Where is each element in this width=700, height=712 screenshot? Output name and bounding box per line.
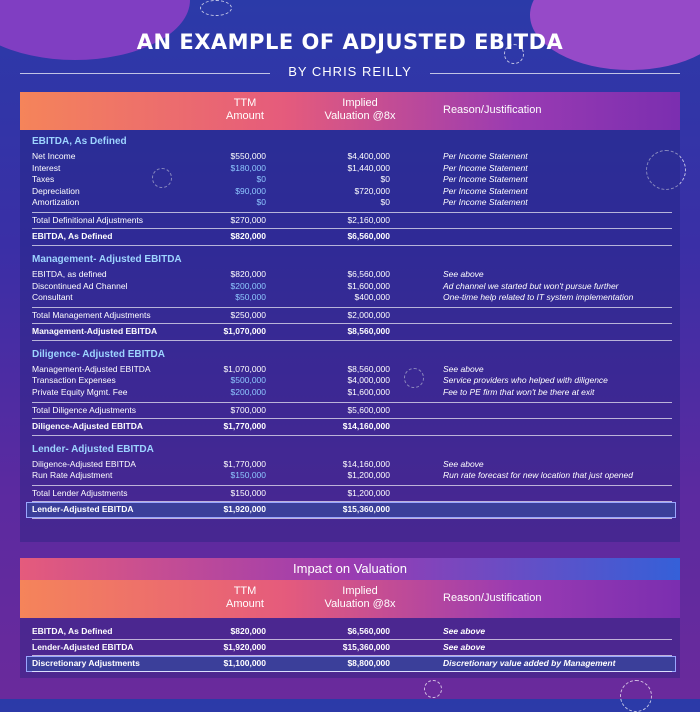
row-valuation: $2,160,000 [347,215,390,225]
row-valuation: $6,560,000 [347,269,390,279]
row-valuation: $720,000 [354,185,390,196]
row-reason: See above [443,642,486,652]
row-amount: $1,070,000 [223,363,266,374]
impact-row [20,658,680,670]
section-title: Management- Adjusted EBITDA [32,254,182,265]
row-amount: $0 [256,174,266,185]
divider [32,671,672,672]
row-label: Transaction Expenses [32,375,116,386]
row-label: Total Lender Adjustments [32,487,128,498]
row-label: Total Diligence Adjustments [32,404,136,415]
section-title: EBITDA, As Defined [32,136,127,147]
row-label: Private Equity Mgmt. Fee [32,387,128,397]
row-reason: Per Income Statement [443,197,528,208]
row-label: Interest [32,162,61,173]
result-row [20,231,680,243]
table-row [20,375,680,387]
section-title: Diligence- Adjusted EBITDA [32,348,165,360]
row-amount: $1,770,000 [223,458,266,469]
row-amount: $550,000 [230,151,266,161]
table-row [20,151,680,163]
table-row [20,163,680,175]
divider [32,307,672,308]
row-amount: $500,000 [230,375,266,386]
result-row [20,504,680,516]
row-amount: $1,070,000 [223,325,266,336]
divider [32,245,672,246]
total-row [20,405,680,417]
table-row [20,292,680,304]
row-valuation: $2,000,000 [347,309,390,320]
row-amount: $200,000 [230,280,266,291]
row-valuation: $15,360,000 [342,642,390,652]
row-amount: $1,920,000 [223,503,266,514]
impact-col-amount-header: TTM Amount [226,585,264,610]
row-valuation: $1,600,000 [347,280,390,291]
row-reason: See above [443,269,484,279]
row-reason: Fee to PE firm that won't be there at exit [443,387,595,397]
divider [32,323,672,324]
row-reason: Per Income Statement [443,151,528,161]
row-label: Run Rate Adjustment [32,470,113,481]
row-amount: $270,000 [230,215,266,225]
row-label: Diligence-Adjusted EBITDA [32,458,136,469]
divider [32,228,672,229]
row-reason: Per Income Statement [443,174,528,185]
row-valuation: $6,560,000 [347,626,390,636]
row-valuation: $5,600,000 [347,404,390,415]
row-reason: See above [443,363,484,374]
impact-row [20,642,680,654]
table-row [20,174,680,186]
row-label: Net Income [32,151,76,161]
row-reason: One-time help related to IT system implementation [443,292,634,303]
row-label: Consultant [32,292,73,303]
row-valuation: $8,800,000 [347,658,390,668]
col-amount-header: TTM Amount [226,97,264,122]
row-amount: $1,920,000 [223,642,266,652]
row-valuation: $6,560,000 [347,231,390,241]
row-valuation: $4,000,000 [347,375,390,386]
row-label: EBITDA, As Defined [32,626,113,636]
byline-divider-right [430,73,680,74]
decorative-ring [620,680,652,712]
page-title: AN EXAMPLE OF ADJUSTED EBITDA [136,30,564,54]
row-valuation: $8,560,000 [347,363,390,374]
row-reason: Service providers who helped with diligence [443,375,608,386]
table-row [20,197,680,209]
divider [32,518,672,519]
row-valuation: $1,200,000 [347,470,390,481]
result-row [20,326,680,338]
row-label: Lender-Adjusted EBITDA [32,642,134,652]
row-label: EBITDA, as defined [32,269,107,279]
row-label: Total Definitional Adjustments [32,215,144,225]
row-label: Discretionary Adjustments [32,658,140,668]
table-row [20,387,680,399]
row-valuation: $0 [380,174,390,185]
ebitda-table [20,92,680,542]
divider [32,340,672,341]
row-valuation: $0 [380,197,390,208]
row-amount: $150,000 [230,470,266,481]
divider [32,402,672,403]
divider [32,435,672,436]
total-row [20,488,680,500]
col-valuation-header: Implied Valuation @8x [324,97,396,122]
row-label: Taxes [32,174,55,185]
divider [32,485,672,486]
total-row [20,310,680,322]
divider [32,418,672,419]
table-row [20,186,680,198]
row-amount: $180,000 [230,162,266,173]
row-amount: $200,000 [230,387,266,397]
row-valuation: $4,400,000 [347,151,390,161]
row-label: Amortization [32,197,80,208]
impact-table [20,558,680,678]
row-label: Total Management Adjustments [32,309,151,320]
row-label: Discontinued Ad Channel [32,280,128,291]
row-amount: $0 [256,197,266,208]
row-label: Management-Adjusted EBITDA [32,325,158,336]
byline: BY CHRIS REILLY [288,64,412,79]
decorative-ring [424,680,442,698]
impact-title: Impact on Valuation [20,558,680,580]
row-amount: $50,000 [235,292,266,303]
decorative-ring [200,0,232,16]
result-row [20,421,680,433]
row-valuation: $15,360,000 [342,503,390,514]
row-valuation: $400,000 [354,292,390,303]
col-reason-header: Reason/Justification [443,104,542,116]
row-reason: See above [443,458,484,469]
impact-row [20,626,680,638]
table-header [20,92,680,130]
row-amount: $1,770,000 [223,420,266,431]
row-amount: $820,000 [230,626,266,636]
row-amount: $700,000 [230,404,266,415]
row-amount: $150,000 [230,487,266,498]
row-valuation: $8,560,000 [347,325,390,336]
impact-col-valuation-header: Implied Valuation @8x [324,585,396,610]
total-row [20,215,680,227]
row-label: Diligence-Adjusted EBITDA [32,420,143,431]
impact-col-reason-header: Reason/Justification [443,592,542,604]
divider [32,639,672,640]
row-valuation: $1,440,000 [347,162,390,173]
row-reason: Run rate forecast for new location that just opened [443,470,633,481]
divider [32,212,672,213]
table-row [20,269,680,281]
table-row [20,281,680,293]
row-valuation: $1,600,000 [347,387,390,397]
row-reason: Discretionary value added by Management [443,658,616,668]
row-amount: $1,100,000 [223,658,266,668]
row-reason: Per Income Statement [443,185,528,196]
row-label: Management-Adjusted EBITDA [32,363,151,374]
row-label: EBITDA, As Defined [32,231,113,241]
table-row [20,459,680,471]
row-reason: Ad channel we started but won't pursue further [443,280,619,291]
table-row [20,470,680,482]
impact-header [20,580,680,618]
row-reason: Per Income Statement [443,162,528,173]
table-row [20,364,680,376]
row-valuation: $14,160,000 [342,458,390,469]
row-reason: See above [443,626,486,636]
row-label: Lender-Adjusted EBITDA [32,503,134,514]
section-title: Lender- Adjusted EBITDA [32,443,154,455]
row-amount: $250,000 [230,309,266,320]
row-valuation: $14,160,000 [342,420,390,431]
row-amount: $820,000 [230,231,266,241]
row-amount: $820,000 [230,269,266,279]
row-label: Depreciation [32,185,80,196]
row-valuation: $1,200,000 [347,487,390,498]
row-amount: $90,000 [235,185,266,196]
